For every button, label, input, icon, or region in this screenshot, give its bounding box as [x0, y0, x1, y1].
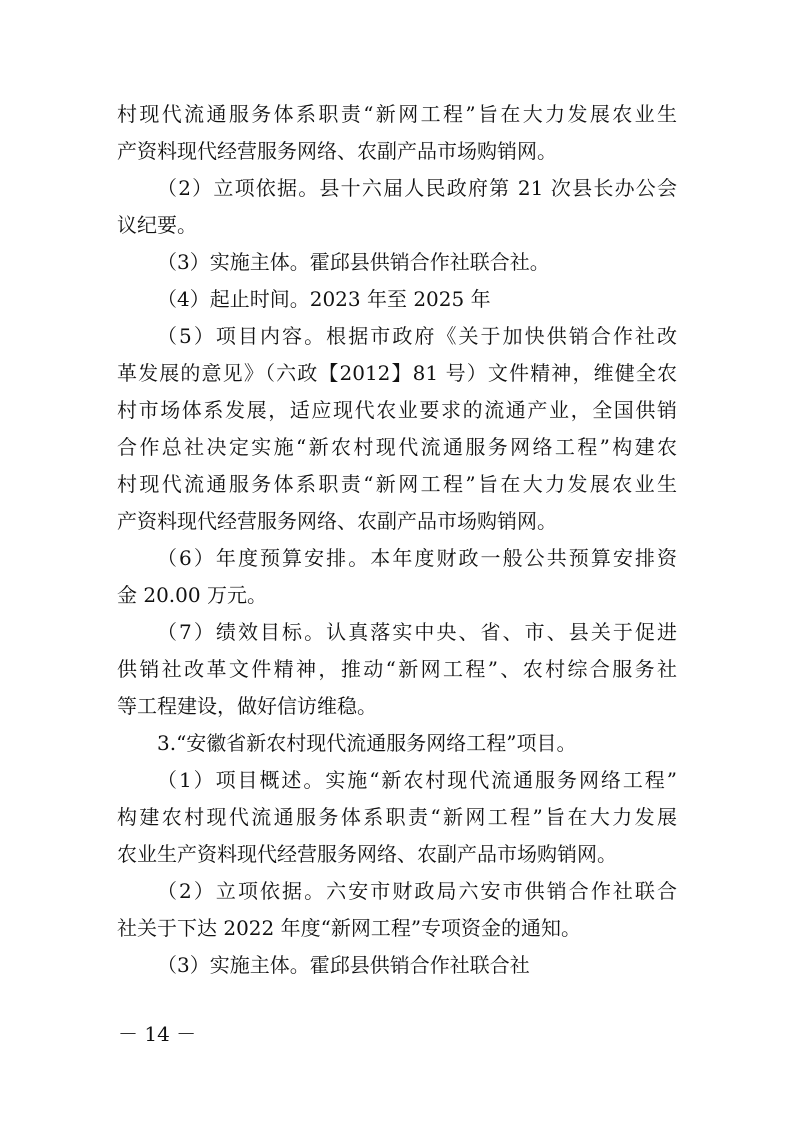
- text-line: 供销社改革文件精神，推动“新网工程”、农村综合服务社: [117, 657, 677, 681]
- text-line: 等工程建设，做好信访维稳。: [117, 694, 377, 718]
- text-line: 构建农村现代流通服务体系职责“新网工程”旨在大力发展: [117, 805, 677, 829]
- text-line: 革发展的意见》（六政【2012】81 号）文件精神，维健全农: [117, 361, 677, 385]
- text-line: （4）起止时间。2023 年至 2025 年: [157, 287, 491, 311]
- section-heading: 3.“安徽省新农村现代流通服务网络工程”项目。: [157, 731, 577, 755]
- text-line: 农业生产资料现代经营服务网络、农副产品市场购销网。: [117, 842, 617, 866]
- page-number: － 14 －: [118, 1022, 197, 1046]
- text-line: 产资料现代经营服务网络、农副产品市场购销网。: [117, 139, 557, 163]
- text-line: （1）项目概述。实施“新农村现代流通服务网络工程”: [157, 768, 677, 792]
- text-line: 合作总社决定实施“新农村现代流通服务网络工程”构建农: [117, 435, 677, 459]
- text-line: 社关于下达 2022 年度“新网工程”专项资金的通知。: [117, 916, 582, 940]
- text-line: （6）年度预算安排。本年度财政一般公共预算安排资: [157, 546, 677, 570]
- text-line: （5）项目内容。根据市政府《关于加快供销合作社改: [157, 324, 677, 348]
- text-line: （3）实施主体。霍邱县供销合作社联合社: [157, 953, 530, 977]
- text-line: 金 20.00 万元。: [117, 583, 267, 607]
- text-line: 村现代流通服务体系职责“新网工程”旨在大力发展农业生: [117, 472, 677, 496]
- text-line: 议纪要。: [117, 213, 197, 237]
- text-line: 村市场体系发展，适应现代农业要求的流通产业，全国供销: [117, 398, 677, 422]
- text-line: （3）实施主体。霍邱县供销合作社联合社。: [157, 250, 550, 274]
- page-body: [117, 98, 677, 986]
- text-line: （7）绩效目标。认真落实中央、省、市、县关于促进: [157, 620, 677, 644]
- text-line: （2）立项依据。六安市财政局六安市供销合作社联合: [157, 879, 677, 903]
- text-line: （2）立项依据。县十六届人民政府第 21 次县长办公会: [157, 176, 677, 200]
- text-line: 产资料现代经营服务网络、农副产品市场购销网。: [117, 509, 557, 533]
- text-line: 村现代流通服务体系职责“新网工程”旨在大力发展农业生: [117, 102, 677, 126]
